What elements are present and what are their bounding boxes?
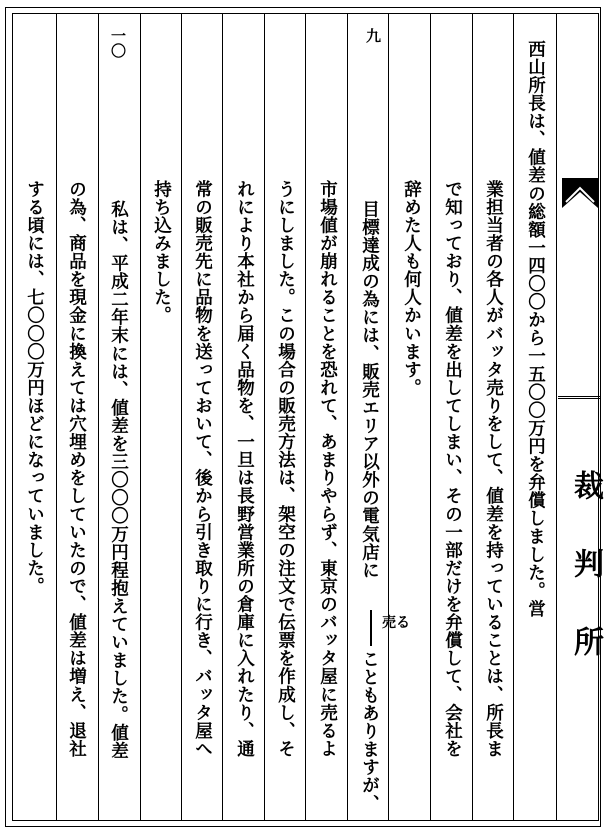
text-line: 持ち込みました。 [151,180,172,325]
handwritten-correction: 売る [382,615,410,631]
column-rule [222,13,223,821]
section-number: 九 [364,28,382,43]
column-rule [140,13,141,821]
text-line: 市場値が崩れることを恐れて、あまりやらず、東京のバッタ屋に売るよ [317,180,338,758]
text-line: こともありますが、 [359,650,380,813]
column-rule [56,13,57,821]
text-line: 私は、平成二年末には、値差を三〇〇〇万円程抱えていました。値差 [108,200,129,760]
column-rule [181,13,182,821]
court-label: 裁判所 [568,470,603,704]
court-label-divider [558,396,600,399]
text-line: 目標達成の為には、販売エリア以外の電気店に [359,200,380,580]
text-line: 業担当者の各人がバッタ売りをして、値差を持っていることは、所長ま [483,180,504,758]
column-rule [556,13,557,821]
section-number: 一〇 [109,28,127,58]
column-rule [430,13,431,821]
text-line: れにより本社から届く品物を、一旦は長野営業所の倉庫に入れたり、通 [234,180,255,758]
column-rule [264,13,265,821]
text-line: うにしました。この場合の販売方法は、架空の注文で伝票を作成し、そ [275,180,296,758]
text-line: 辞めた人も何人かいます。 [401,180,422,397]
column-rule [513,13,514,821]
column-rule [472,13,473,821]
column-rule [347,13,348,821]
text-line: の為、商品を現金に換えては穴埋めをしていたので、値差は増え、退社 [66,180,87,758]
strike-through-mark [370,610,372,646]
text-line: 常の販売先に品物を送っておいて、後から引き取りに行き、バッタ屋へ [192,180,213,758]
column-rule [305,13,306,821]
text-line: する頃には、七〇〇〇万円ほどになっていました。 [24,180,45,596]
column-rule [388,13,389,821]
ribbon-ornament [562,178,598,208]
text-line: 西山所長は、値差の総額一四〇〇から一五〇〇万円を弁償しました。営 [525,40,546,618]
column-rule [98,13,99,821]
text-line: で知っており、値差を出してしまい、その一部だけを弁償して、会社を [442,180,463,758]
